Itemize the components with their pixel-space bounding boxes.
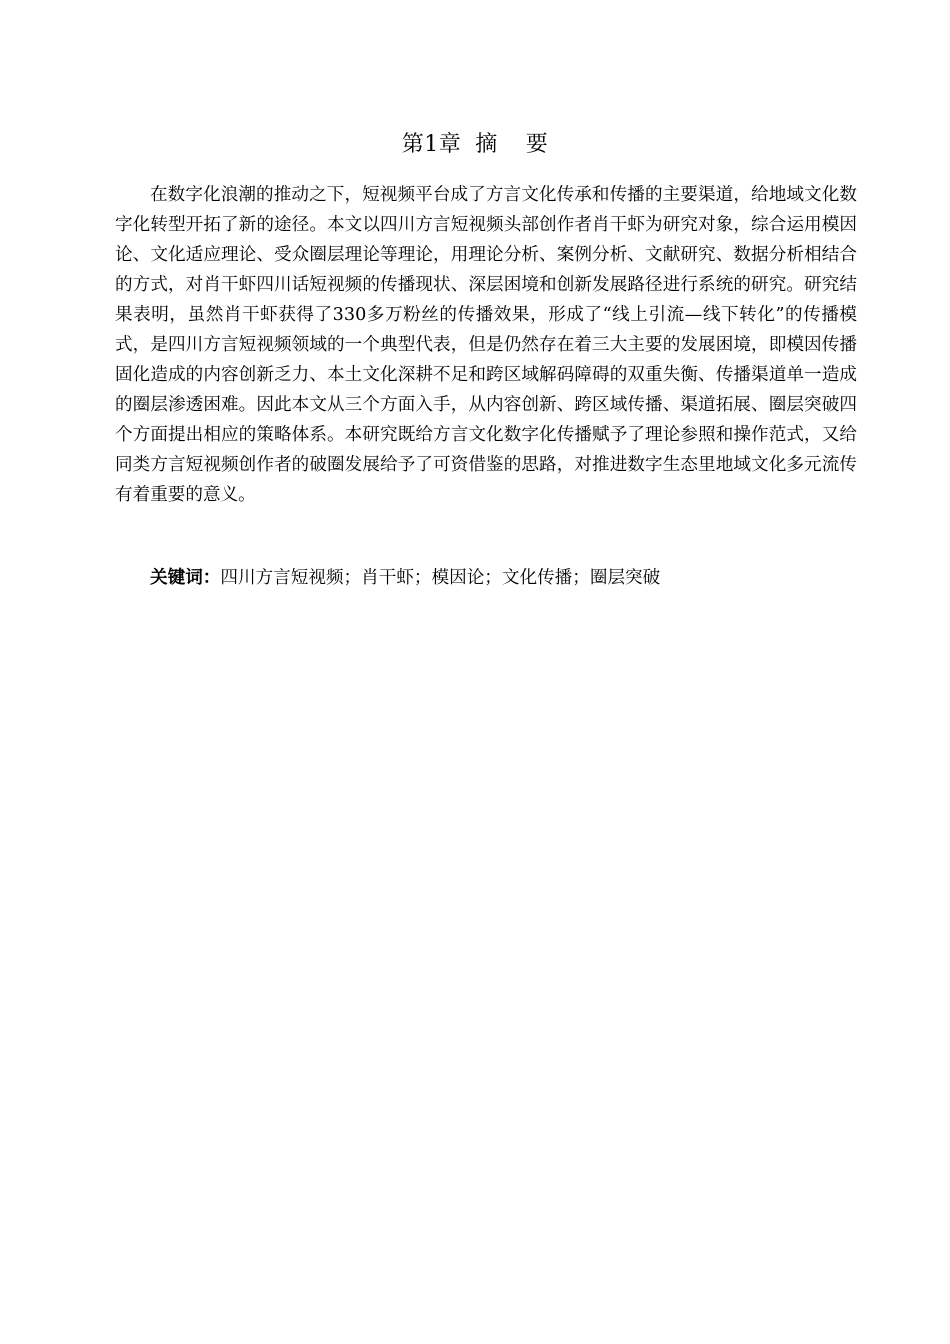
chapter-number: 第1章 [401, 131, 462, 157]
heading-char-1: 摘 [475, 131, 498, 157]
heading-char-2: 要 [525, 131, 549, 157]
keywords-label: 关键词： [150, 567, 221, 588]
keywords-line [115, 563, 857, 593]
page-title [0, 130, 950, 160]
keywords-value: 四川方言短视频；肖干虾；模因论；文化传播；圈层突破 [220, 568, 661, 588]
abstract-paragraph: 在数字化浪潮的推动之下，短视频平台成了方言文化传承和传播的主要渠道，给地域文化数字化转型开拓了新的途径。本文以四川方言短视频头部创作者肖干虾为研究对象，综合运用模因论、文化适应理论、受众圈层理论等理论，用理论分析、案例分析、文献研究、数据分析相结合的方式，对肖干虾四川话短视频的传播现状、深层困境和创新发展路径进行系统的研究。研究结果表明，虽然肖干虾获得了330多万粉丝的传播效果，形成了“线上引流—线下转化”的传播模式，是四川方言短视频领域的一个典型代表，但是仍然存在着三大主要的发展困境，即模因传播固化造成的内容创新乏力、本土文化深耕不足和跨区域解码障碍的双重失衡、传播渠道单一造成的圈层渗透困难。因此本文从三个方面入手，从内容创新、跨区域传播、渠道拓展、圈层突破四个方面提出相应的策略体系。本研究既给方言文化数字化传播赋予了理论参照和操作范式，又给同类方言短视频创作者的破圈发展给予了可资借鉴的思路，对推进数字生态里地域文化多元流传有着重要的意义。 [115, 185, 857, 505]
